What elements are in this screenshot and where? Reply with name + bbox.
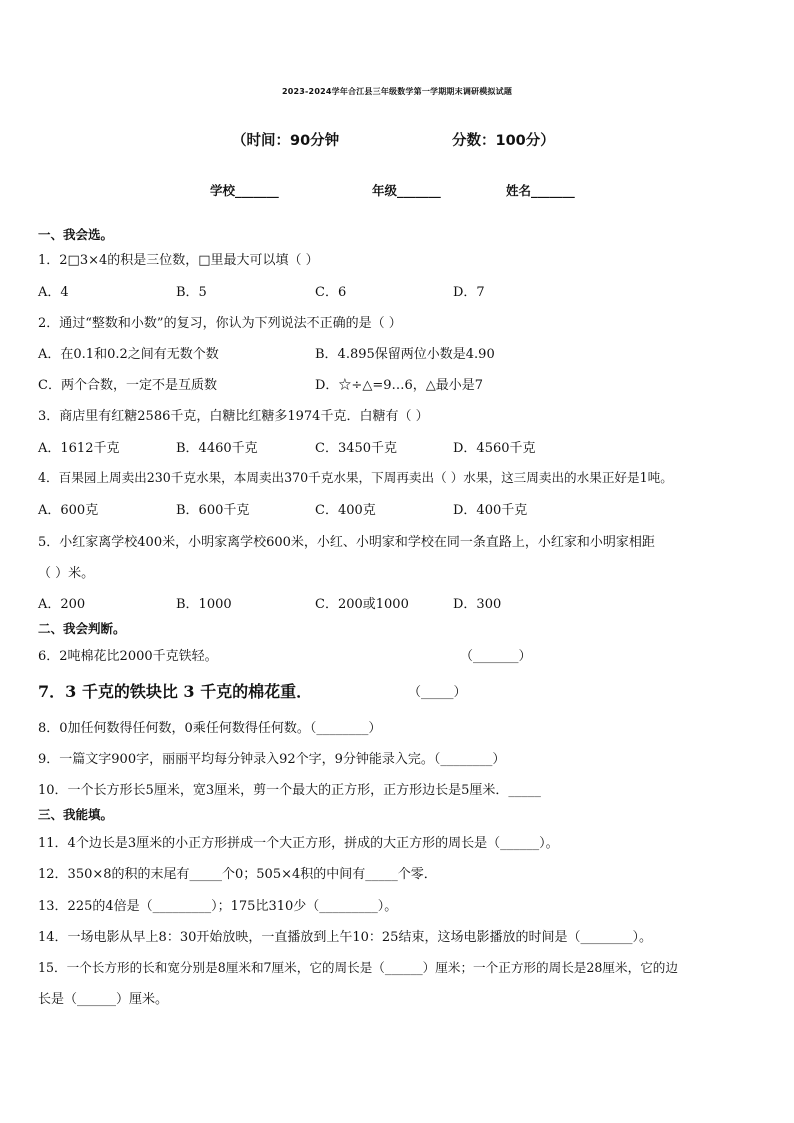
question-14: 14．一场电影从早上8：30开始放映，一直播放到上午10：25结束，这场电影播放的时间是（________）。: [38, 930, 652, 945]
q6-blank: （_______）: [460, 649, 532, 664]
question-15: 15．一个长方形的长和宽分别是8厘米和7厘米，它的周长是（______）厘米；一个正方形的周长是28厘米，它的边: [38, 960, 678, 975]
grade-field: 年级_______: [372, 183, 441, 198]
exam-time: （时间：90分钟: [232, 133, 340, 149]
question-12: 12．350×8的积的末尾有_____个0；505×4积的中间有_____个零．: [38, 867, 437, 882]
q1-option-d: D．7: [453, 285, 485, 300]
section-heading-choice: 一、我会选。: [38, 227, 114, 242]
question-5: 5．小红家离学校400米，小明家离学校600米，小红、小明家和学校在同一条直路上，小红家和小明家相距: [38, 535, 655, 550]
q7-blank: （_____）: [408, 685, 467, 700]
q3-option-c: C．3450千克: [315, 441, 398, 456]
q4-option-c: C．400克: [315, 503, 376, 518]
q4-option-a: A．600克: [38, 503, 99, 518]
question-2: 2．通过“整数和小数”的复习，你认为下列说法不正确的是（ ）: [38, 316, 402, 331]
question-13: 13．225的4倍是（_________）；175比310少（_________）。: [38, 899, 398, 914]
question-5-cont: （ ）米。: [38, 566, 95, 581]
q2-option-c: C．两个合数，一定不是互质数: [38, 378, 217, 393]
question-8: 8．0加任何数得任何数，0乘任何数得任何数。（________）: [38, 721, 382, 736]
q5-option-c: C．200或1000: [315, 597, 409, 612]
school-field: 学校_______: [210, 183, 279, 198]
q3-option-d: D．4560千克: [453, 441, 536, 456]
q5-option-d: D．300: [453, 597, 502, 612]
question-7: 7．3 千克的铁块比 3 千克的棉花重．: [38, 682, 313, 701]
q2-option-d: D．☆÷△=9…6，△最小是7: [315, 378, 484, 393]
question-4: 4．百果园上周卖出230千克水果，本周卖出370千克水果，下周再卖出（ ）水果，这三周卖出的水果正好是1吨。: [38, 470, 673, 485]
exam-title: 2023-2024学年合江县三年级数学第一学期期末调研模拟试题: [281, 87, 513, 96]
question-9: 9．一篇文字900字，丽丽平均每分钟录入92个字，9分钟能录入完。（________）: [38, 752, 506, 767]
name-field: 姓名_______: [506, 183, 575, 198]
q2-option-b: B．4.895保留两位小数是4.90: [315, 347, 495, 362]
q5-option-a: A．200: [38, 597, 86, 612]
exam-score: 分数：100分）: [452, 133, 555, 149]
q5-option-b: B．1000: [176, 597, 232, 612]
q3-option-b: B．4460千克: [176, 441, 258, 456]
question-15-cont: 长是（______）厘米。: [38, 992, 169, 1007]
q4-option-b: B．600千克: [176, 503, 250, 518]
q1-option-b: B．5: [176, 285, 207, 300]
q3-option-a: A．1612千克: [38, 441, 120, 456]
section-heading-fill: 三、我能填。: [38, 807, 114, 822]
question-1: 1．2□3×4的积是三位数，□里最大可以填（ ）: [38, 253, 319, 268]
question-3: 3．商店里有红糖2586千克，白糖比红糖多1974千克．白糖有（ ）: [38, 409, 429, 424]
question-10: 10．一个长方形长5厘米，宽3厘米，剪一个最大的正方形，正方形边长是5厘米．_____: [38, 783, 541, 798]
q1-option-a: A．4: [38, 285, 69, 300]
question-11: 11．4个边长是3厘米的小正方形拼成一个大正方形，拼成的大正方形的周长是（______）。: [38, 836, 559, 851]
q2-option-a: A．在0.1和0.2之间有无数个数: [38, 347, 219, 362]
q1-option-c: C．6: [315, 285, 347, 300]
q4-option-d: D．400千克: [453, 503, 528, 518]
question-6: 6．2吨棉花比2000千克铁轻。: [38, 649, 218, 664]
section-heading-judge: 二、我会判断。: [38, 621, 126, 636]
